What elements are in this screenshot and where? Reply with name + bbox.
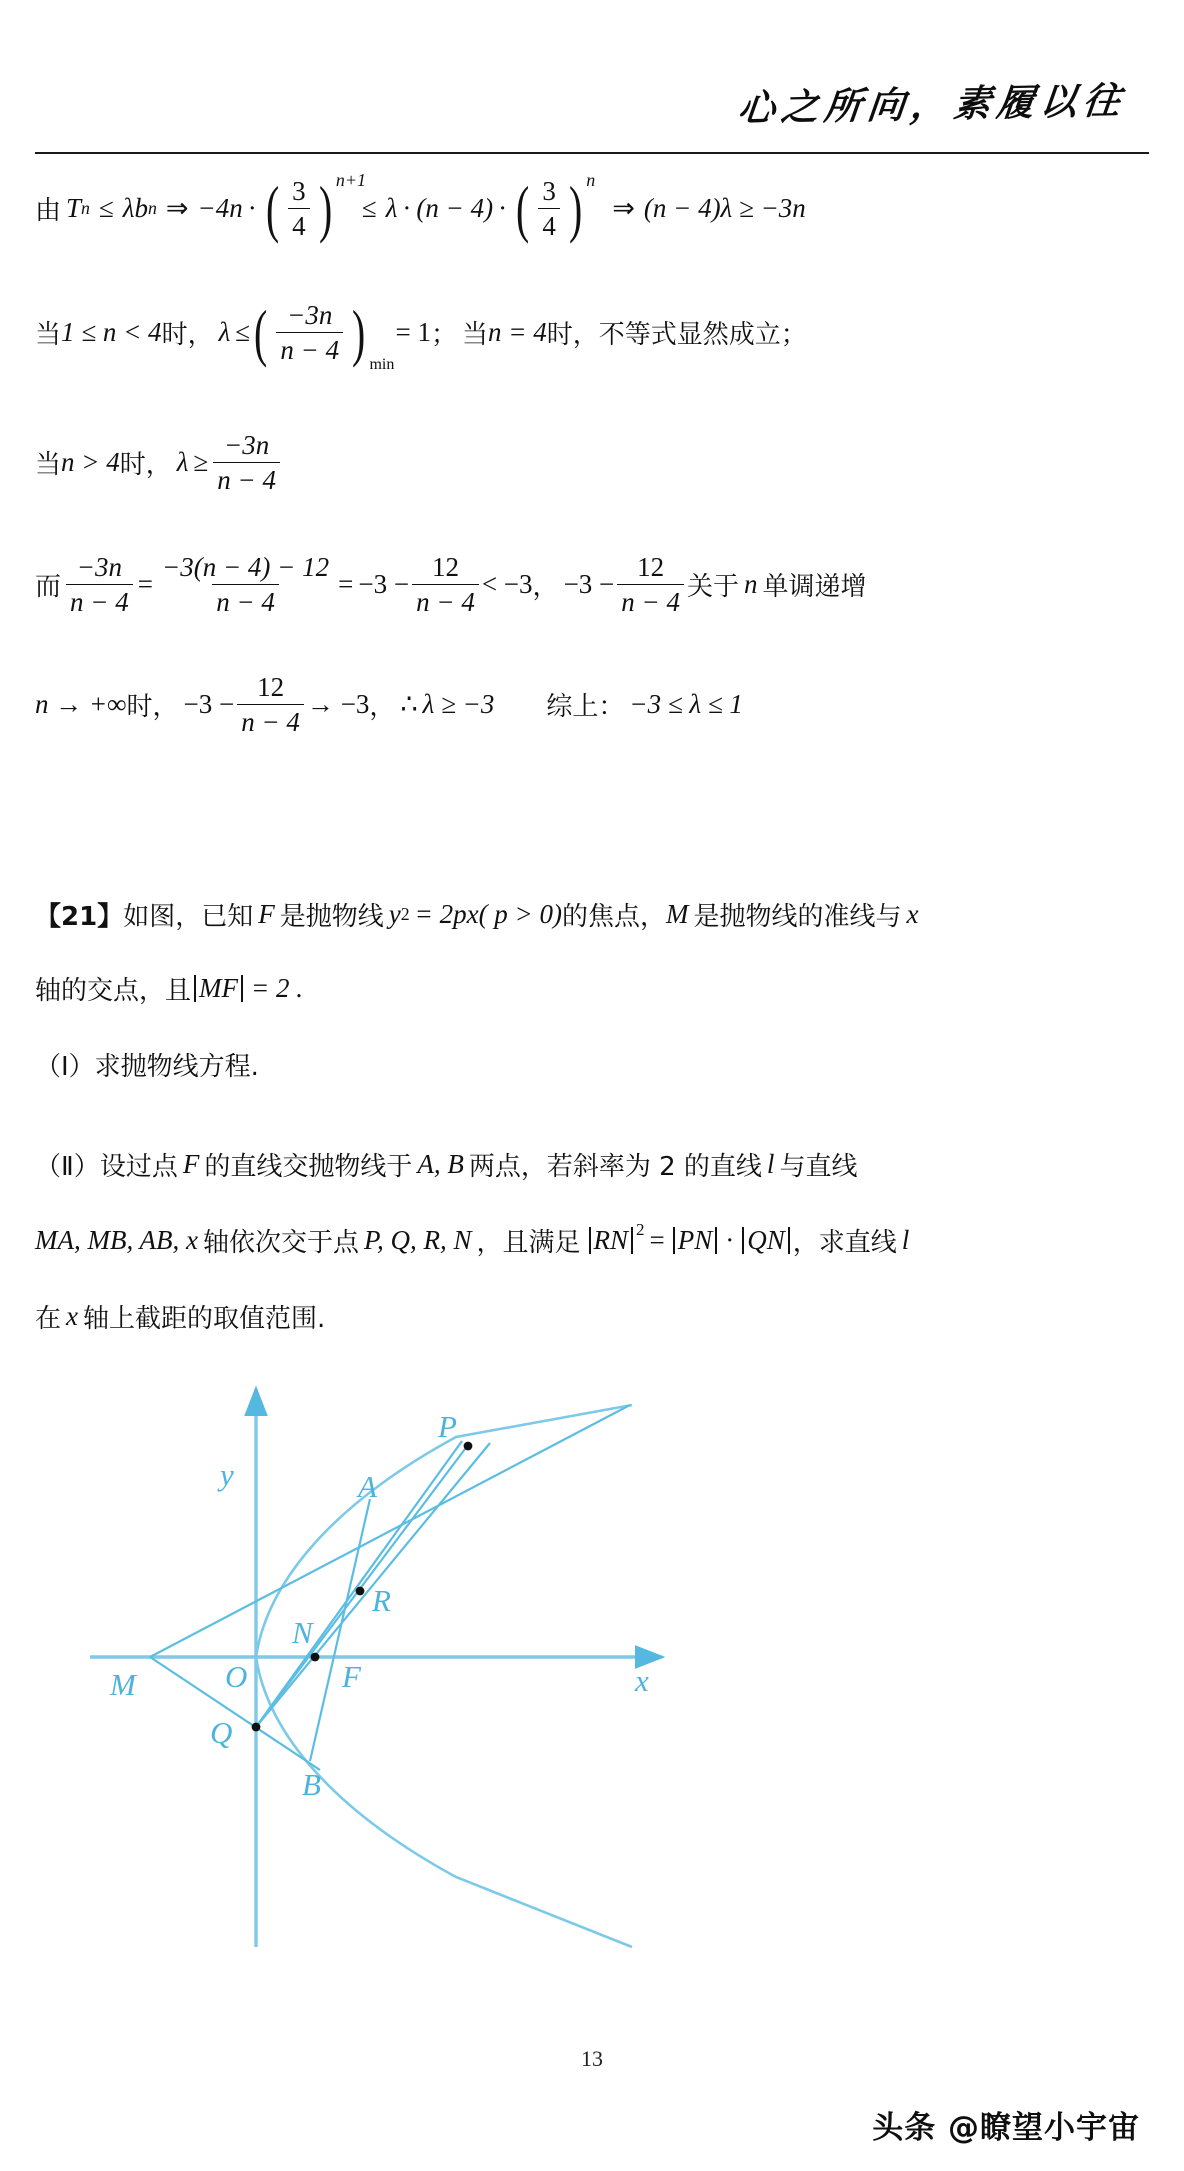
point-Q-dot — [252, 1723, 261, 1732]
abs-bar-left-icon — [194, 975, 196, 1002]
part-2-point-F: F — [182, 1149, 200, 1179]
problem-mf-segment: MF — [199, 973, 238, 1003]
problem-stem-d: 是抛物线的准线与 — [693, 902, 902, 932]
line4-comma: ， — [532, 572, 559, 603]
abs-bar-right-icon — [631, 1227, 633, 1254]
line1-exponent-a: n+1 — [335, 170, 367, 190]
line4-equals-2: = — [338, 569, 354, 600]
line2-shi-2: 时， — [546, 320, 599, 351]
line5-conclusion-2: −3 ≤ λ ≤ 1 — [629, 689, 743, 720]
line1-fraction-a-numerator: 3 — [292, 176, 306, 206]
label-x-axis: x — [635, 1663, 649, 1698]
label-y-axis: y — [220, 1457, 234, 1492]
line4-fraction-4-denominator: n − 4 — [617, 584, 684, 617]
condition-dot: · — [725, 1225, 735, 1255]
label-M: M — [110, 1667, 136, 1702]
line2-when: 当 — [35, 320, 62, 351]
line4-tail-variable: n — [744, 569, 758, 600]
line4-equals-1: = — [137, 569, 153, 600]
line4-fraction-3 — [412, 552, 479, 617]
label-Q: Q — [210, 1715, 233, 1750]
abs-bar-right-icon — [715, 1227, 717, 1254]
label-F: F — [342, 1659, 361, 1694]
line1-fraction-b-denominator: 4 — [538, 208, 560, 241]
part-2-line-l: l — [766, 1149, 775, 1179]
abs-bar-right-icon — [788, 1227, 790, 1254]
line5-shi: 时， — [126, 692, 179, 723]
line2-le: ≤ — [235, 317, 251, 348]
label-P: P — [438, 1409, 457, 1444]
abs-bar-left-icon — [673, 1227, 675, 1254]
header-calligraphy-title: 心之所向，素履以往 — [735, 80, 1129, 131]
condition-QN-absolute-value — [739, 1225, 793, 1256]
line1-exponent-b: n — [586, 170, 596, 190]
solution-line-1 — [35, 170, 806, 244]
part-2-condition-prefix: ，且满足 — [476, 1228, 581, 1258]
part-2-text-f: ，求直线 — [792, 1228, 897, 1258]
line2-condition-2: n = 4 — [487, 317, 547, 348]
label-B: B — [302, 1767, 321, 1802]
solution-line-3 — [35, 430, 285, 495]
condition-RN: RN — [593, 1225, 629, 1255]
condition-RN-absolute-value — [586, 1225, 637, 1256]
part-2-lines-list: MA, MB, AB, x — [35, 1225, 198, 1255]
line4-lead: 而 — [35, 572, 62, 603]
line1-result: (n − 4)λ ≥ −3n — [643, 193, 806, 224]
part-2-text-d: 与直线 — [779, 1152, 858, 1182]
line1-lambda: λ — [122, 193, 135, 224]
line2-equals-one: = 1 — [395, 317, 431, 348]
line1-fraction-b-numerator: 3 — [542, 176, 556, 206]
condition-equals: = — [649, 1225, 665, 1255]
problem-statement-line-1 — [35, 896, 919, 933]
problem-part-2-line-3 — [35, 1298, 325, 1335]
problem-equation-rest: = 2px( p > 0) — [414, 899, 563, 929]
part-2-text-a: 设过点 — [99, 1152, 178, 1182]
line1-implies-2: ⇒ — [612, 193, 635, 224]
problem-stem-a: 如图，已知 — [123, 902, 254, 932]
condition-RN-exponent: 2 — [636, 1219, 645, 1239]
left-paren-icon: ( — [516, 172, 530, 244]
line1-le-1: ≤ — [98, 193, 114, 224]
line2-when-2: 当 — [461, 320, 488, 351]
line1-fraction-a — [288, 176, 310, 241]
line3-fraction — [213, 430, 280, 495]
line5-fraction-numerator: 12 — [257, 672, 285, 702]
line1-lambda-2: λ — [385, 193, 398, 224]
part-2-text-e: 轴依次交于点 — [202, 1228, 359, 1258]
line5-minus-three: −3 − — [183, 689, 235, 720]
line2-fraction — [276, 300, 343, 365]
label-R: R — [372, 1583, 391, 1618]
header-divider-rule — [35, 152, 1149, 154]
line5-fraction-denominator: n − 4 — [237, 704, 304, 737]
problem-mf-absolute-value — [191, 973, 246, 1004]
problem-point-label-M: M — [666, 899, 689, 929]
line4-minus-three-a: −3 − — [358, 569, 410, 600]
problem-stem-e: 轴的交点，且 — [35, 976, 192, 1006]
line4-fraction-4-numerator: 12 — [637, 552, 665, 582]
problem-number: 【21】 — [35, 902, 124, 932]
parabola-geometry-figure — [70, 1375, 690, 1995]
line1-paren-expr: (n − 4) — [416, 193, 494, 224]
line2-fraction-group — [250, 296, 395, 374]
line5-zongshang-label: 综上： — [546, 692, 625, 723]
label-N: N — [292, 1615, 313, 1650]
source-watermark: 头条 @瞭望小宇宙 — [872, 2110, 1140, 2146]
line4-less-than: < −3 — [481, 569, 533, 600]
line2-condition: 1 ≤ n < 4 — [61, 317, 162, 348]
line3-ge: ≥ — [193, 447, 209, 478]
problem-axis-x-1: x — [906, 899, 919, 929]
line1-implies-1: ⇒ — [165, 193, 189, 224]
line1-dot-2: · — [402, 193, 412, 224]
line1-T-sub: n — [81, 198, 90, 219]
problem-stem-b: 是抛物线 — [279, 902, 384, 932]
solution-line-4 — [35, 552, 867, 617]
point-R-dot — [356, 1587, 365, 1596]
line3-fraction-denominator: n − 4 — [213, 462, 280, 495]
abs-bar-right-icon — [241, 975, 243, 1002]
line4-fraction-2-denominator: n − 4 — [212, 584, 279, 617]
line2-shi: 时， — [161, 320, 214, 351]
line1-dot-3: · — [498, 193, 508, 224]
problem-part-2-line-1 — [35, 1146, 857, 1183]
part-2-axis-x: x — [66, 1301, 78, 1331]
line5-limit: n → +∞ — [35, 689, 127, 720]
page-number: 13 — [581, 2046, 603, 2071]
point-P-dot — [464, 1442, 473, 1451]
part-2-line-l-2: l — [901, 1225, 910, 1255]
part-2-text-b: 的直线交抛物线于 — [204, 1152, 413, 1182]
line1-T: T — [66, 193, 82, 224]
condition-PN: PN — [677, 1225, 713, 1255]
right-paren-icon: ) — [568, 172, 583, 244]
line1-le-2: ≤ — [361, 193, 377, 224]
line1-fraction-b — [538, 176, 560, 241]
line3-condition: n > 4 — [61, 447, 120, 478]
line4-fraction-1-numerator: −3n — [76, 552, 122, 582]
problem-equation-exponent: 2 — [400, 904, 410, 924]
part-2-text-h: 轴上截距的取值范围. — [83, 1304, 326, 1334]
part-2-points-AB: A, B — [417, 1149, 464, 1179]
line3-fraction-numerator: −3n — [224, 430, 270, 460]
line1-fraction-a-group — [262, 170, 367, 244]
left-paren-icon: ( — [265, 172, 280, 244]
condition-PN-absolute-value — [670, 1225, 721, 1256]
line5-comma: ， — [369, 692, 396, 723]
line1-fraction-a-denominator: 4 — [288, 208, 310, 241]
line4-fraction-3-numerator: 12 — [431, 552, 459, 582]
line2-fraction-numerator: −3n — [287, 300, 333, 330]
line2-fraction-denominator: n − 4 — [276, 332, 343, 365]
problem-stem-c: 的焦点， — [562, 902, 667, 932]
line2-semicolon: ； — [430, 320, 457, 351]
line4-fraction-3-denominator: n − 4 — [412, 584, 479, 617]
solution-line-2 — [35, 296, 807, 374]
label-O: O — [225, 1659, 248, 1694]
label-A: A — [358, 1469, 377, 1504]
line4-fraction-2-numerator: −3(n − 4) − 12 — [161, 552, 330, 582]
line1-lead: 由 — [35, 196, 62, 227]
line3-when: 当 — [35, 450, 62, 481]
right-paren-icon: ) — [352, 296, 366, 368]
line1-b-sub: n — [147, 198, 157, 219]
line4-fraction-4 — [617, 552, 684, 617]
line3-shi: 时， — [119, 450, 172, 481]
abs-bar-left-icon — [742, 1227, 744, 1254]
condition-QN: QN — [747, 1225, 785, 1255]
left-paren-icon: ( — [254, 296, 268, 368]
line1-fraction-b-group — [512, 170, 596, 244]
line3-lambda: λ — [176, 447, 189, 478]
problem-part-1 — [35, 1046, 259, 1083]
part-2-label: （Ⅱ） — [35, 1152, 100, 1182]
part-1-text: 求抛物线方程. — [94, 1052, 259, 1082]
line2-tail: 不等式显然成立； — [598, 320, 807, 351]
line5-conclusion-1: λ ≥ −3 — [422, 689, 495, 720]
line5-arrow: → −3 — [306, 689, 370, 720]
part-2-text-c: 两点，若斜率为 2 的直线 — [468, 1152, 762, 1182]
line4-minus-three-b: −3 − — [563, 569, 615, 600]
problem-statement-line-2 — [35, 970, 303, 1007]
line4-fraction-2 — [158, 552, 333, 617]
line4-tail-prefix: 关于 — [687, 572, 740, 603]
line4-tail: 单调递增 — [762, 572, 867, 603]
solution-line-5 — [35, 672, 743, 737]
part-2-text-g: 在 — [35, 1304, 62, 1334]
line1-term: −4n — [197, 193, 243, 224]
segment-MA-extended — [150, 1405, 630, 1657]
point-N-dot — [311, 1653, 320, 1662]
line2-lambda: λ — [218, 317, 231, 348]
parabola-curve-lower — [256, 1657, 632, 1947]
line4-fraction-1 — [66, 552, 133, 617]
line2-min-label: min — [369, 356, 395, 374]
problem-part-2-line-2 — [35, 1219, 910, 1259]
problem-focus-label-F: F — [258, 899, 275, 929]
part-2-points-list: P, Q, R, N — [363, 1225, 472, 1255]
abs-bar-left-icon — [589, 1227, 591, 1254]
line1-dot-1: · — [247, 193, 257, 224]
problem-stem-f: = 2 . — [251, 973, 303, 1003]
line5-therefore-symbol: ∴ — [400, 689, 418, 720]
line5-fraction — [237, 672, 304, 737]
line4-fraction-1-denominator: n − 4 — [66, 584, 133, 617]
right-paren-icon: ) — [318, 172, 332, 244]
part-1-label: （Ⅰ） — [35, 1052, 95, 1082]
problem-equation-y: y — [388, 899, 401, 929]
line1-b: b — [134, 193, 148, 224]
